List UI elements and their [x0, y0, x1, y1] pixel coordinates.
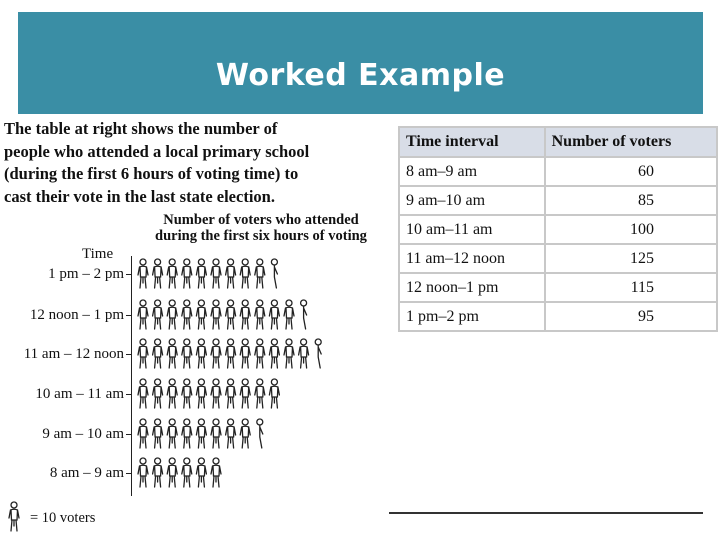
person-icon: [211, 419, 221, 448]
intro-line: cast their vote in the last state election.: [4, 186, 275, 206]
person-icon: [299, 339, 309, 368]
row-label: 11 am – 12 noon: [23, 346, 124, 362]
bottom-rule: [389, 512, 703, 514]
person-icon: [226, 300, 236, 329]
person-icon: [196, 300, 206, 329]
person-icon: [167, 300, 177, 329]
person-icon: [167, 379, 177, 408]
person-icon: [255, 259, 265, 288]
table-row: [399, 244, 717, 273]
person-icon: [240, 259, 250, 288]
row-label: 1 pm – 2 pm: [48, 266, 124, 282]
cell-voters: 115: [545, 273, 717, 302]
person-icon: [138, 379, 148, 408]
person-icon: [138, 339, 148, 368]
person-icon: [211, 300, 221, 329]
person-icon: [284, 300, 294, 329]
person-icon: [196, 259, 206, 288]
intro-line: (during the first 6 hours of voting time) to: [4, 164, 299, 183]
person-icon: [182, 300, 192, 329]
cell-time: 1 pm–2 pm: [399, 302, 545, 331]
person-icon: [269, 300, 279, 329]
person-icon: [196, 339, 206, 368]
cell-time: 9 am–10 am: [399, 186, 545, 215]
legend-key: = 10 voters: [30, 510, 96, 526]
person-icon: [211, 458, 221, 487]
header-number-of-voters: Number of voters: [545, 127, 717, 157]
person-icon: [9, 502, 19, 531]
cell-voters: 60: [545, 157, 717, 186]
person-icon: [167, 458, 177, 487]
page-title: Worked Example: [215, 58, 506, 93]
person-icon: [182, 259, 192, 288]
table-header-row: [399, 127, 717, 157]
person-icon: [167, 259, 177, 288]
cell-voters: 85: [545, 186, 717, 215]
person-icon: [138, 419, 148, 448]
person-icon: [211, 339, 221, 368]
person-icon: [255, 339, 265, 368]
person-icon: [182, 339, 192, 368]
person-icon: [269, 339, 279, 368]
person-icon: [240, 300, 250, 329]
person-icon: [153, 458, 163, 487]
cell-voters: 100: [545, 215, 717, 244]
person-icon: [167, 339, 177, 368]
person-icon: [255, 300, 265, 329]
person-icon: [138, 259, 148, 288]
person-icon: [138, 300, 148, 329]
person-icon: [153, 259, 163, 288]
person-icon: [153, 300, 163, 329]
intro-line: The table at right shows the number of: [4, 119, 278, 138]
person-icon: [4, 500, 28, 532]
row-label: 9 am – 10 am: [42, 426, 124, 442]
person-icon: [196, 458, 206, 487]
half-person-icon: [257, 419, 263, 448]
table-row: [399, 157, 717, 186]
cell-voters: 125: [545, 244, 717, 273]
person-icon: [182, 379, 192, 408]
row-label: 10 am – 11 am: [35, 386, 124, 402]
half-person-icon: [315, 339, 321, 368]
table-row: [399, 215, 717, 244]
person-icon: [211, 259, 221, 288]
person-icon: [240, 339, 250, 368]
cell-time: 10 am–11 am: [399, 215, 545, 244]
person-icon: [153, 379, 163, 408]
person-icon: [182, 419, 192, 448]
person-icon: [196, 419, 206, 448]
table-row: [399, 186, 717, 215]
person-icon: [240, 419, 250, 448]
person-icon: [226, 419, 236, 448]
axis-label: Time: [82, 246, 114, 262]
table-row: [399, 302, 717, 331]
cell-voters: 95: [545, 302, 717, 331]
pictograph-title-line: Number of voters who attended: [163, 212, 359, 228]
row-label: 12 noon – 1 pm: [29, 307, 124, 323]
person-icon: [226, 259, 236, 288]
cell-time: 11 am–12 noon: [399, 244, 545, 273]
person-icon: [226, 339, 236, 368]
person-icon: [153, 419, 163, 448]
person-icon: [226, 379, 236, 408]
table-row: [399, 273, 717, 302]
person-icon: [153, 339, 163, 368]
person-icon: [240, 379, 250, 408]
voters-table: [398, 126, 718, 332]
person-icon: [196, 379, 206, 408]
person-icon: [269, 379, 279, 408]
pictograph-title-line: during the first six hours of voting: [155, 228, 367, 244]
cell-time: 8 am–9 am: [399, 157, 545, 186]
half-person-icon: [271, 259, 277, 288]
row-label: 8 am – 9 am: [49, 465, 124, 481]
half-person-icon: [301, 300, 307, 329]
header-time-interval: Time interval: [399, 127, 545, 157]
person-icon: [182, 458, 192, 487]
person-icon: [167, 419, 177, 448]
person-icon: [211, 379, 221, 408]
cell-time: 12 noon–1 pm: [399, 273, 545, 302]
person-icon: [138, 458, 148, 487]
person-icon: [255, 379, 265, 408]
person-icon: [284, 339, 294, 368]
intro-line: people who attended a local primary school: [4, 141, 310, 161]
